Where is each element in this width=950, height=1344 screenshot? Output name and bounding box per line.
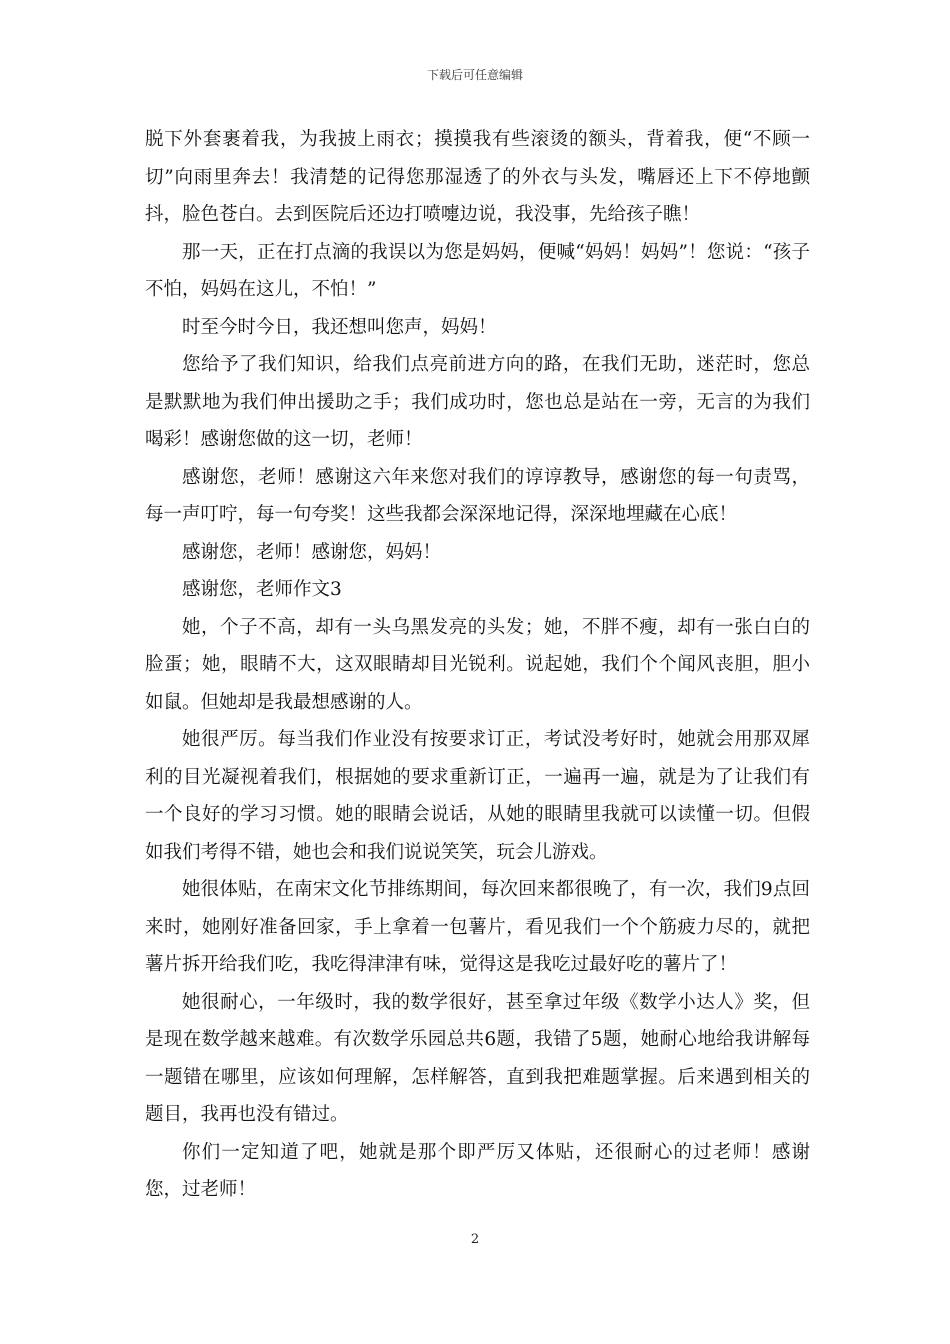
paragraph: 时至今时今日，我还想叫您声，妈妈！ [182,316,497,338]
paragraph: 感谢您，老师！感谢您，妈妈！ [182,541,442,563]
paragraph: 那一天，正在打点滴的我误以为您是妈妈，便喊“妈妈！妈妈”！您说：“孩子不怕，妈妈在这儿，不怕！” [145,241,810,300]
section-heading: 感谢您，老师作文3 [182,579,342,600]
paragraph: 她，个子不高，却有一头乌黑发亮的头发；她，不胖不瘦，却有一张白白的脸蛋；她，眼睛不大，这双眼睛却目光锐利。说起她，我们个个闻风丧胆，胆小如鼠。但她却是我最想感谢的人。 [145,616,810,713]
paragraph: 你们一定知道了吧，她就是那个即严厉又体贴，还很耐心的过老师！感谢您，过老师！ [145,1141,810,1200]
paragraph: 她很体贴，在南宋文化节排练期间，每次回来都很晚了，有一次，我们9点回来时，她刚好准备回家，手上拿着一包薯片，看见我们一个个筋疲力尽的，就把薯片拆开给我们吃，我吃得津津有味，觉得这是我吃过最好吃的薯片了！ [145,879,810,975]
page-number: 2 [470,1232,480,1247]
paragraph: 她很严厉。每当我们作业没有按要求订正，考试没考好时，她就会用那双犀利的目光凝视着我们，根据她的要求重新订正，一遍再一遍，就是为了让我们有一个良好的学习习惯。她的眼睛会说话，从她的眼睛里我就可以读懂一切。但假如我们考得不错，她也会和我们说说笑笑，玩会儿游戏。 [145,729,810,863]
page-header: 下载后可任意编辑 [426,68,523,82]
document-body [145,121,810,1209]
paragraph: 脱下外套裹着我，为我披上雨衣；摸摸我有些滚烫的额头，背着我，便“不顾一切”向雨里奔去！我清楚的记得您那湿透了的外衣与头发，嘴唇还上下不停地颤抖，脸色苍白。去到医院后还边打喷嚏边说，我没事，先给孩子瞧！ [145,129,810,225]
paragraph: 她很耐心，一年级时，我的数学很好，甚至拿过年级《数学小达人》奖，但是现在数学越来越难。有次数学乐园总共6题，我错了5题，她耐心地给我讲解每一题错在哪里，应该如何理解，怎样解答，直到我把难题掌握。后来遇到相关的题目，我再也没有错过。 [145,991,810,1125]
paragraph: 您给予了我们知识，给我们点亮前进方向的路，在我们无助，迷茫时，您总是默默地为我们伸出援助之手；我们成功时，您也总是站在一旁，无言的为我们喝彩！感谢您做的这一切，老师！ [145,354,810,450]
paragraph: 感谢您，老师！感谢这六年来您对我们的谆谆教导，感谢您的每一句责骂，每一声叮咛，每一句夸奖！这些我都会深深地记得，深深地埋藏在心底！ [145,466,810,525]
